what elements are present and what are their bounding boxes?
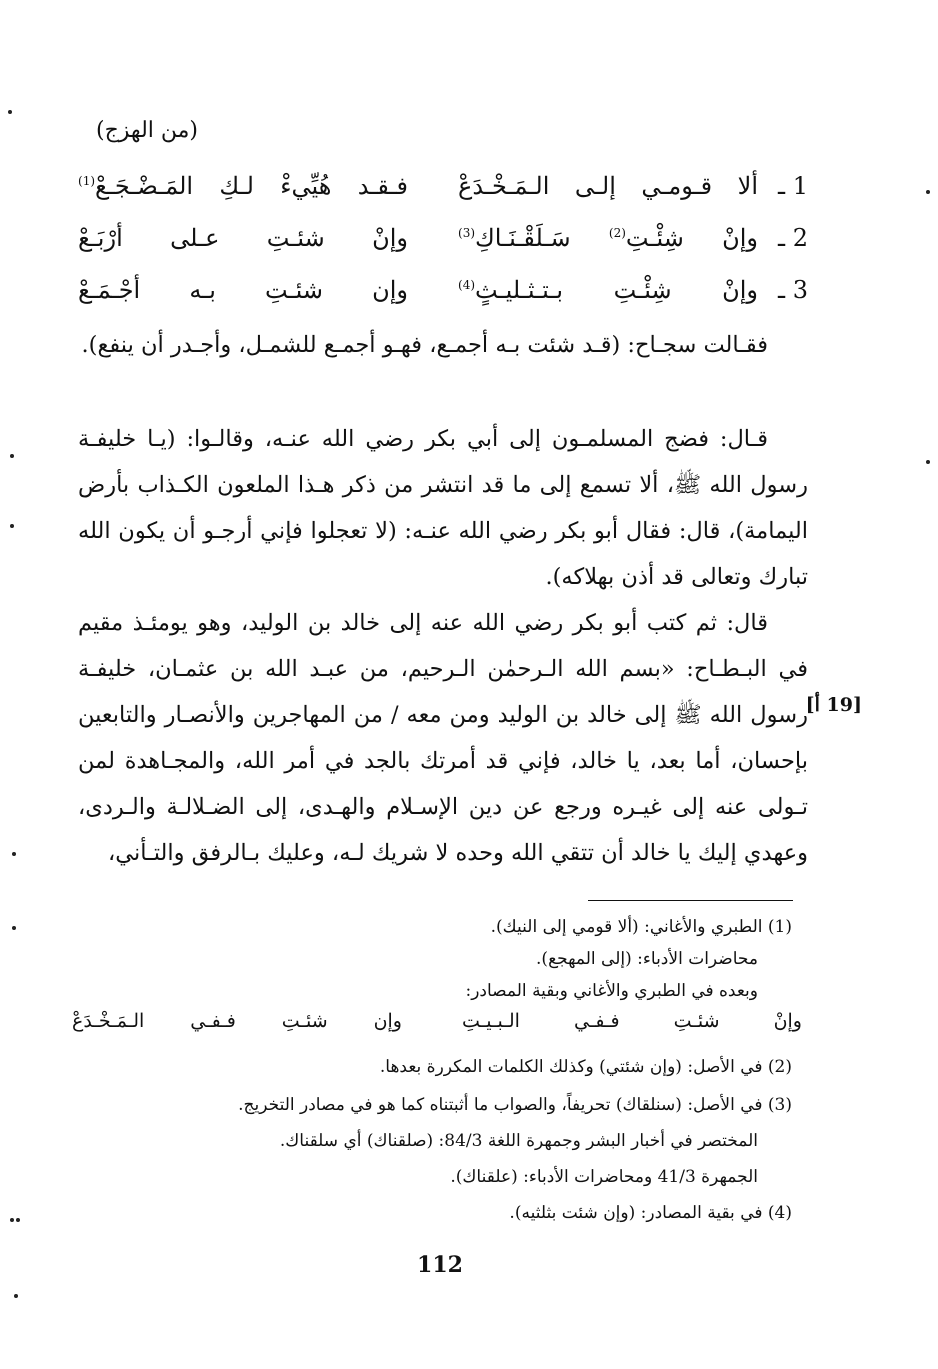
body-paragraph: قـال: فضج المسلمـون إلى أبي بكر رضي الله عنـه، وقالـوا: (يـا خليفـة رسول الله ﷺ، ألا تسمع إلى ما قد انتشر من ذكر هـذا الملعون الكـذاب بأرض اليمامة)، قال: فقال أبو بكر رضي الله عنـه: (لا تعجلوا فإني أرجـو أن يكون الله تبارك وتعالى قد أذن بهلاكه). xyxy=(78,426,808,590)
footnote: (3) في الأصل: (سنلقاك) تحريفاً، والصواب ما أثبتناه كما هو في مصادر التخريج. xyxy=(238,1095,792,1115)
footnote-marker: (1) xyxy=(78,174,96,188)
footnote-continuation: الجمهرة 41/3 ومحاضرات الأدباء: (علقناك). xyxy=(450,1167,758,1187)
footnote-continuation: وبعده في الطبري والأغاني وبقية المصادر: xyxy=(465,981,758,1001)
footnote-continuation: المختصر في أخبار البشر وجمهرة اللغة 84/3: (صلقناك) أي سلقناك. xyxy=(279,1131,758,1151)
scan-speck xyxy=(926,190,930,194)
footnote: (2) في الأصل: (وإن شئتي) وكذلك الكلمات المكررة بعدها. xyxy=(379,1057,792,1077)
footnote-verse-second-hemistich: وإن شئـتِ فـفـي الـمَـخْـدَعْ xyxy=(72,1010,402,1032)
footnote-marker: (4) xyxy=(458,278,476,292)
scan-speck xyxy=(926,460,930,464)
scan-speck xyxy=(8,110,12,114)
scan-speck xyxy=(10,454,14,458)
footnote: (4) في بقية المصادر: (وإن شئت بثلثيه). xyxy=(509,1203,792,1223)
body-paragraph: فقـالت سجـاح: (قـد شئت بـه أجمـع، فهـو أجمـع للشمـل، وأجـدر أن ينفع). xyxy=(81,332,768,358)
scan-speck xyxy=(10,1218,14,1222)
body-paragraph: قال: ثم كتب أبو بكر رضي الله عنه إلى خالد بن الوليد، وهو يومئـذ مقيم في البـطـاح: «بسم الله الـرحمٰن الـرحيم، من عبـد الله بن عثمـان، خليفـة رسول الله ﷺ إلى خالد بن الوليد ومن معه / من المهاجرين والأنصـار والتابعين بإحسان، أما بعد، يا خالد، فإني قد أمرتك بالجد في أمر الله، والمجـاهدة لمن تـولى عنه إلى غيـره ورجع عن دين الإسـلام والهـدى، إلى الضـلالـة والـردى، وعهدي إليك يا خالد أن تتقي الله وحده لا شريك لـه، وعليك بـالرفق والتـأني، xyxy=(78,610,808,866)
verse-first-hemistich: ألا قـومـي إلـى الـمَـخْـدَعْ xyxy=(458,172,758,200)
verse-line xyxy=(78,270,808,314)
footnote-separator xyxy=(588,900,793,901)
verse-second-hemistich: فـقـد هُيِّيءْ لـكِ المَـضْـجَـعْ$^{(1)}$ xyxy=(78,172,408,200)
verse-line xyxy=(78,166,808,210)
verse-number: 3 ـ xyxy=(778,276,808,304)
verse-second-hemistich: وإن شئـتِ بـه أجْـمَـعْ xyxy=(78,276,408,304)
footnote-marker: (2) xyxy=(608,226,626,240)
scan-speck xyxy=(14,1294,18,1298)
page-number: 112 xyxy=(417,1252,463,1278)
footnote: (1) الطبري والأغاني: (ألا قومي إلى النيك). xyxy=(490,917,792,937)
verse-number: 1 ـ xyxy=(778,172,808,200)
verse-number: 2 ـ xyxy=(778,224,808,252)
verse-line xyxy=(78,218,808,262)
footnote-marker: (3) xyxy=(458,226,476,240)
scan-speck xyxy=(10,524,14,528)
verse-first-hemistich: وإنْ شِئْـتِ$^{(2)}$ سَـلَقْـنَـاكِ$^{(3)}$ xyxy=(458,224,758,252)
scan-speck xyxy=(12,926,16,930)
footnote-verse xyxy=(72,1008,802,1042)
scan-speck xyxy=(16,1218,20,1222)
verse-second-hemistich: وإنْ شئـتِ عـلى أرْبَـعْ xyxy=(78,224,408,252)
footnote-verse-first-hemistich: وإنْ شئـتِ فـفـي الـبـيـتِ xyxy=(462,1010,802,1032)
poem-meter: (من الهزج) xyxy=(96,118,198,143)
scan-speck xyxy=(12,852,16,856)
margin-folio-note: [19 أ] xyxy=(805,694,862,716)
footnote-continuation: محاضرات الأدباء: (إلى المهجع). xyxy=(536,949,758,969)
verse-first-hemistich: وإنْ شِئْـتِ بـتـثـليـثٍ$^{(4)}$ xyxy=(458,276,758,304)
